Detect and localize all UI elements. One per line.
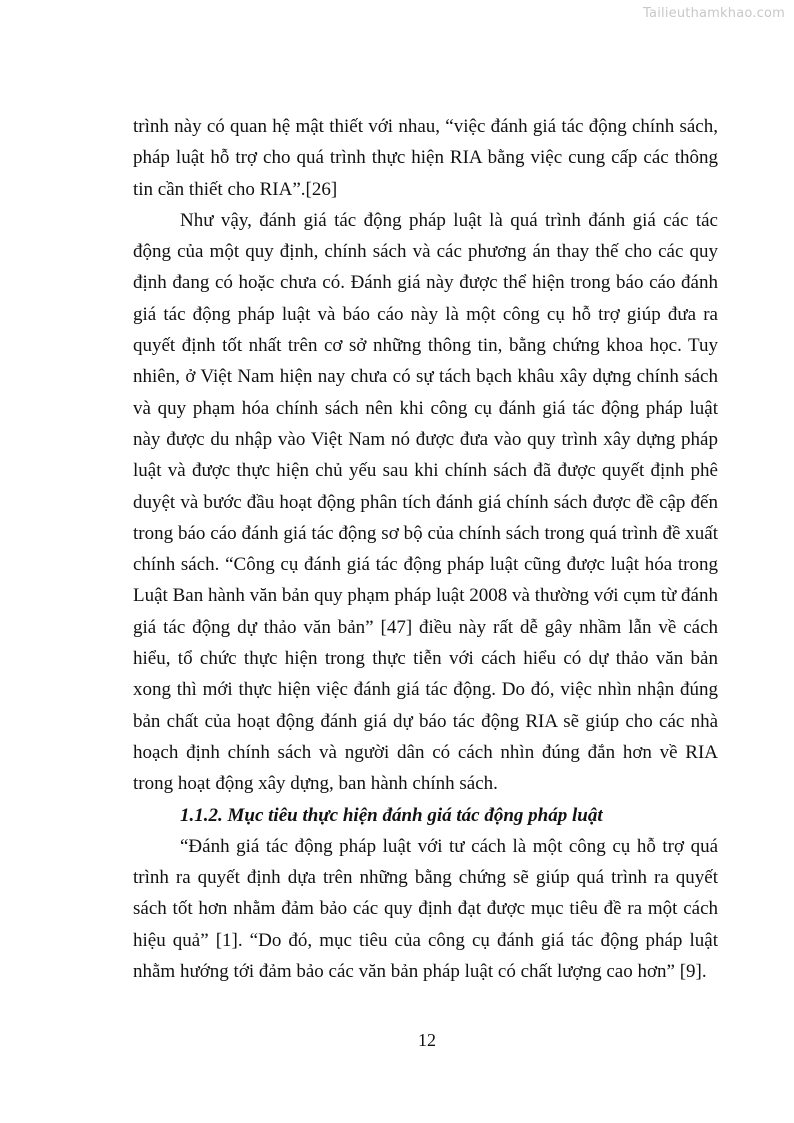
document-body [133,111,718,987]
paragraph-objectives: “Đánh giá tác động pháp luật với tư cách là một công cụ hỗ trợ quá trình ra quyết định dựa trên những bằng chứng sẽ giúp quá trình ra quyết sách tốt hơn nhằm đảm bảo các quy định đạt được mục tiêu đề ra một cách hiệu quả” [1]. “Do đó, mục tiêu của công cụ đánh giá tác động pháp luật nhằm hướng tới đảm bảo các văn bản pháp luật có chất lượng cao hơn” [9]. [133,835,718,983]
section-heading: 1.1.2. Mục tiêu thực hiện đánh giá tác động pháp luật [180,804,603,826]
watermark: Tailieuthamkhao.com [643,6,785,21]
page-number: 12 [418,1030,436,1050]
paragraph-continuation: trình này có quan hệ mật thiết với nhau, “việc đánh giá tác động chính sách, pháp luật hỗ trợ cho quá trình thực hiện RIA bằng việc cung cấp các thông tin cần thiết cho RIA”.[26] [133,116,718,200]
paragraph-ria-definition: Như vậy, đánh giá tác động pháp luật là quá trình đánh giá các tác động của một quy định, chính sách và các phương án thay thế cho các quy định đang có hoặc chưa có. Đánh giá này được thể hiện trong báo cáo đánh giá tác động pháp luật và báo cáo này là một công cụ hỗ trợ giúp đưa ra quyết định tốt nhất trên cơ sở những thông tin, bằng chứng khoa học. Tuy nhiên, ở Việt Nam hiện nay chưa có sự tách bạch khâu xây dựng chính sách và quy phạm hóa chính sách nên khi công cụ đánh giá tác động pháp luật này được du nhập vào Việt Nam nó được đưa vào quy trình xây dựng pháp luật và được thực hiện chủ yếu sau khi chính sách đã được quyết định phê duyệt và bước đầu hoạt động phân tích đánh giá chính sách được đề cập đến trong báo cáo đánh giá tác động sơ bộ của chính sách trong quá trình đề xuất chính sách. “Công cụ đánh giá tác động pháp luật cũng được luật hóa trong Luật Ban hành văn bản quy phạm pháp luật 2008 và thường với cụm từ đánh giá tác động dự thảo văn bản” [47] điều này rất dễ gây nhầm lẫn về cách hiểu, tổ chức thực hiện trong thực tiễn với cách hiểu có dự thảo văn bản xong thì mới thực hiện việc đánh giá tác động. Do đó, việc nhìn nhận đúng bản chất của hoạt động đánh giá dự báo tác động RIA sẽ giúp cho các nhà hoạch định chính sách và người dân có cách nhìn đúng đắn hơn về RIA trong hoạt động xây dựng, ban hành chính sách. [133,209,718,795]
